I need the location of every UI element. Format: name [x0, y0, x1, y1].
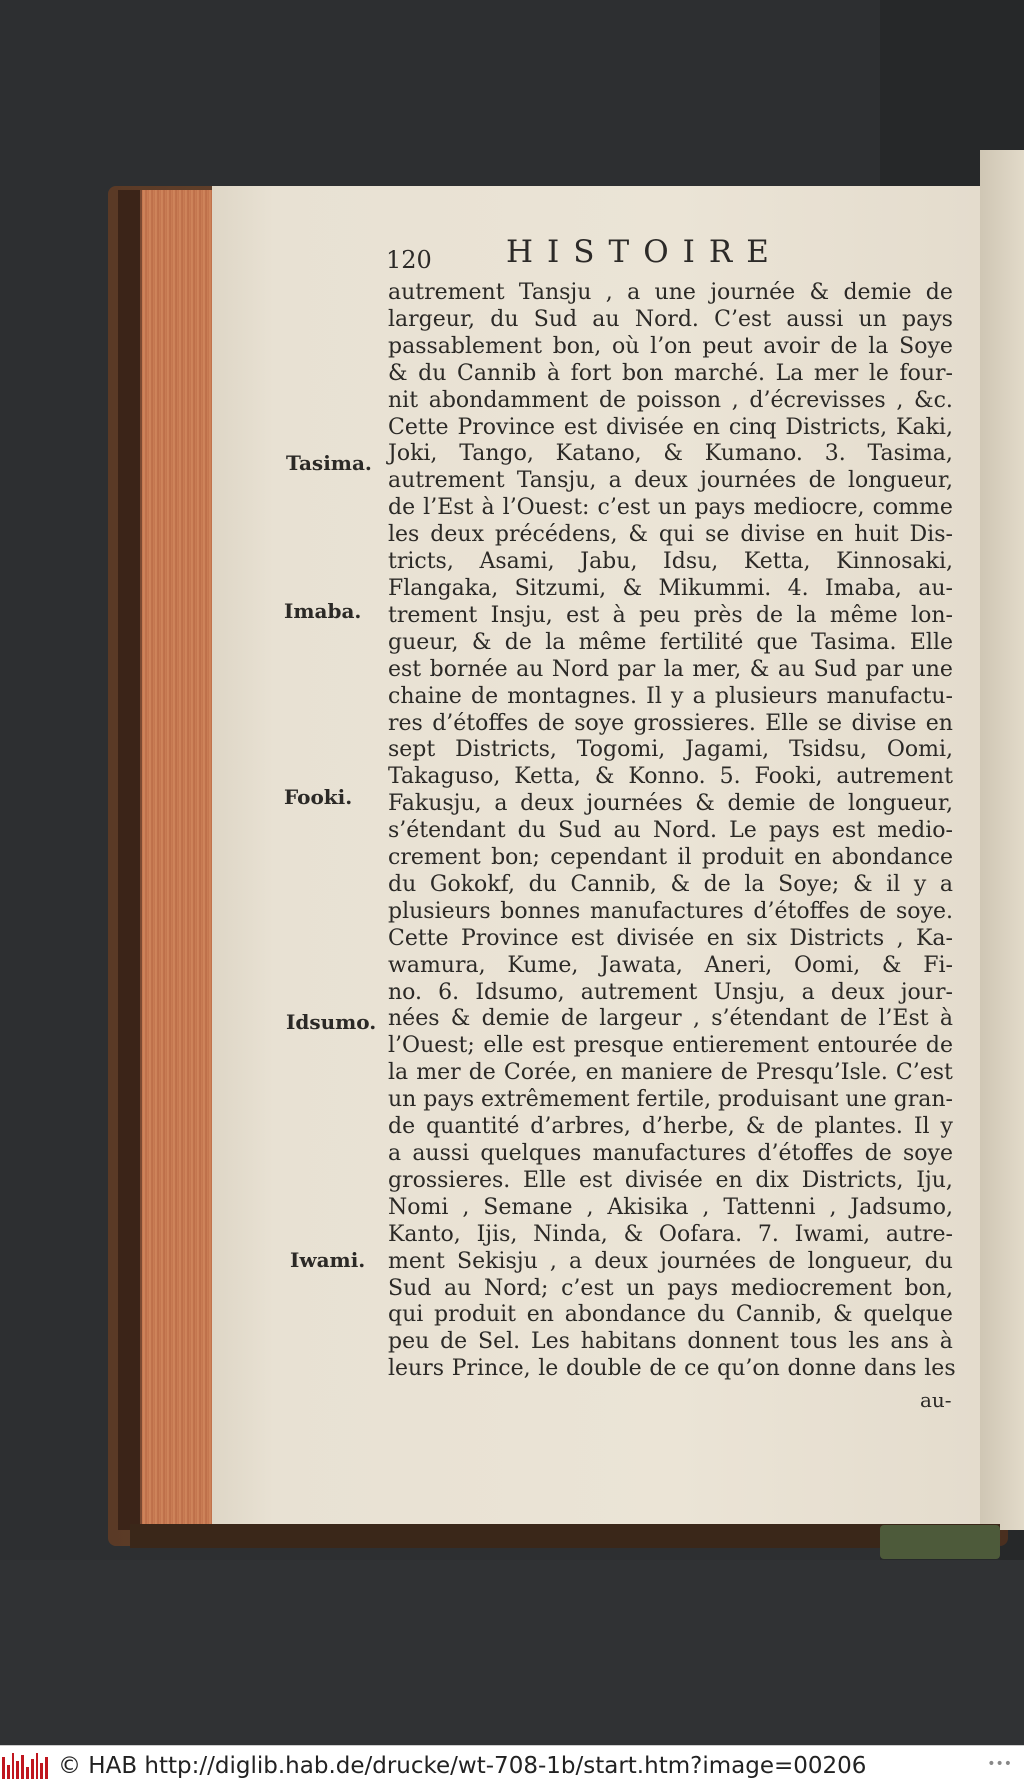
text-line: res d’étoffes de soye grossieres. Elle se divise en [388, 710, 953, 736]
text-line: Joki, Tango, Katano, & Kumano. 3. Tasima, [388, 441, 953, 467]
text-line: plusieurs bonnes manufactures d’étoffes de soye. [388, 898, 953, 924]
text-line: chaine de montagnes. Il y a plusieurs manufactu- [388, 683, 953, 709]
margin-note-imaba: Imaba. [284, 599, 362, 623]
text-line: qui produit en abondance du Cannib, & quelque [388, 1302, 953, 1328]
page-edges [140, 190, 214, 1525]
margin-note-fooki: Fooki. [284, 785, 353, 809]
text-line: grossieres. Elle est divisée en dix Districts, Iju, [388, 1167, 953, 1193]
text-line: leurs Prince, le double de ce qu’on donne dans les [388, 1356, 956, 1382]
margin-note-tasima: Tasima. [286, 451, 372, 475]
margin-note-idsumo: Idsumo. [286, 1010, 377, 1034]
text-line: & du Cannib à fort bon marché. La mer le four- [388, 360, 953, 386]
facing-page-bleed [985, 280, 1024, 1420]
text-line: Cette Province est divisée en six Districts , Ka- [388, 925, 953, 951]
bookmark-ribbon [880, 1525, 1000, 1559]
text-line: peu de Sel. Les habitans donnent tous les ans à [388, 1329, 953, 1355]
background-lower [0, 1560, 1024, 1745]
text-line: l’Ouest; elle est presque entierement entourée de [388, 1033, 953, 1059]
text-line: est bornée au Nord par la mer, & au Sud par une [388, 656, 953, 682]
text-line: la mer de Corée, en maniere de Presqu’Isle. C’est [388, 1060, 953, 1086]
text-line: gueur, & de la même fertilité que Tasima. Elle [388, 629, 953, 655]
text-line: wamura, Kume, Jawata, Aneri, Oomi, & Fi- [388, 952, 953, 978]
text-line: crement bon; cependant il produit en abondance [388, 845, 953, 871]
cover-bottom-edge [130, 1524, 1000, 1548]
more-icon: ••• [987, 1756, 1012, 1772]
body-text [388, 280, 956, 1383]
viewer-footer [0, 1745, 1024, 1784]
text-line: du Gokokf, du Cannib, & de la Soye; & il y a [388, 871, 953, 897]
text-line: nit abondamment de poisson , d’écrevisses , &c. [388, 387, 953, 413]
text-line: autrement Tansju , a une journée & demie de [388, 280, 953, 305]
catchword: au- [920, 1388, 952, 1412]
text-line: Kanto, Ijis, Ninda, & Oofara. 7. Iwami, autre- [388, 1221, 953, 1247]
text-line: de l’Est à l’Ouest: c’est un pays mediocre, comme [388, 495, 953, 521]
text-line: sept Districts, Togomi, Jagami, Tsidsu, Oomi, [388, 737, 953, 763]
text-line: autrement Tansju, a deux journées de longueur, [388, 468, 953, 494]
running-title: HISTOIRE [506, 234, 783, 270]
text-line: Fakusju, a deux journées & demie de longueur, [388, 791, 953, 817]
text-line: ment Sekisju , a deux journées de longueur, du [388, 1248, 953, 1274]
margin-note-iwami: Iwami. [290, 1248, 366, 1272]
page-number: 120 [386, 246, 432, 274]
text-line: les deux précédens, & qui se divise en huit Dis- [388, 522, 953, 548]
text-line: Cette Province est divisée en cinq Districts, Kaki, [388, 414, 953, 440]
text-line: Nomi , Semane , Akisika , Tattenni , Jadsumo, [388, 1194, 953, 1220]
text-line: Takaguso, Ketta, & Konno. 5. Fooki, autrement [388, 764, 953, 790]
copyright-link[interactable]: © HAB http://diglib.hab.de/drucke/wt-708-1b/start.htm?image=00206 [58, 1752, 867, 1779]
text-line: s’étendant du Sud au Nord. Le pays est medio- [388, 818, 953, 844]
text-line: Flangaka, Sitzumi, & Mikummi. 4. Imaba, au- [388, 575, 953, 601]
text-line: no. 6. Idsumo, autrement Unsju, a deux jour- [388, 979, 953, 1005]
text-line: Sud au Nord; c’est un pays mediocrement bon, [388, 1275, 953, 1301]
text-line: de quantité d’arbres, d’herbe, & de plantes. Il y [388, 1114, 953, 1140]
hab-logo-icon [2, 1753, 48, 1779]
text-line: tricts, Asami, Jabu, Idsu, Ketta, Kinnosaki, [388, 549, 953, 575]
text-line: largeur, du Sud au Nord. C’est aussi un pays [388, 306, 953, 332]
text-line: passablement bon, où l’on peut avoir de la Soye [388, 333, 953, 359]
text-line: un pays extrêmement fertile, produisant une gran- [388, 1087, 953, 1113]
text-line: nées & demie de largeur , s’étendant de l’Est à [388, 1006, 953, 1032]
text-line: trement Insju, est à peu près de la même lon- [388, 602, 953, 628]
text-line: a aussi quelques manufactures d’étoffes de soye [388, 1141, 953, 1166]
